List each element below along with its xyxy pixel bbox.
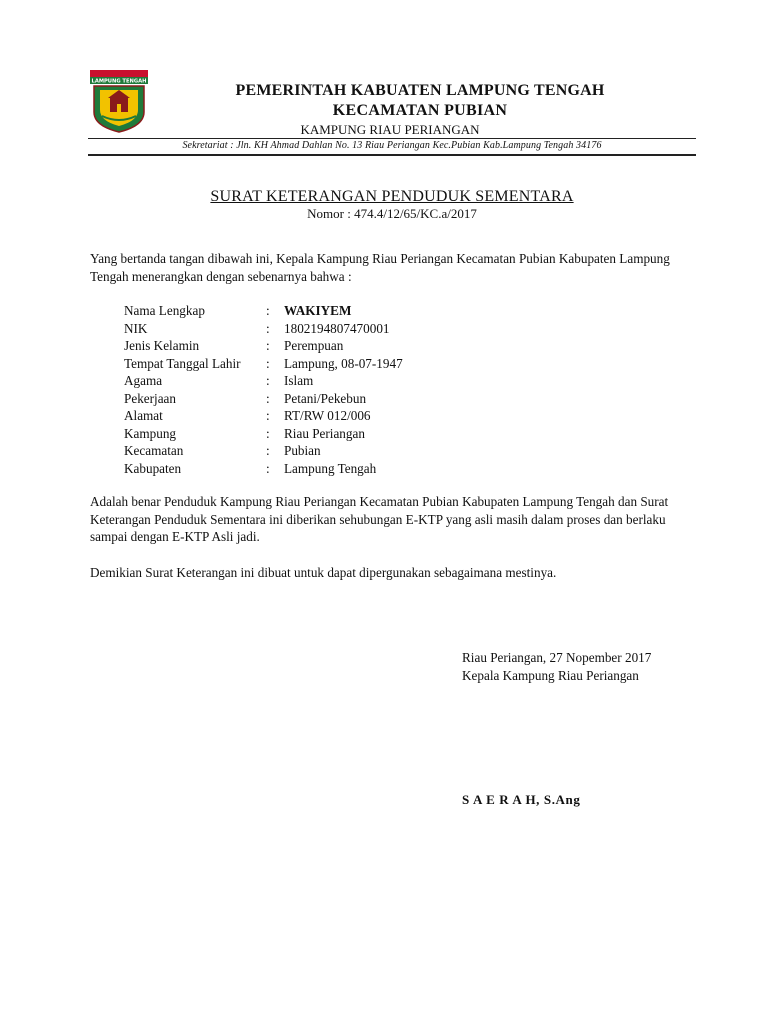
field-label: Alamat bbox=[124, 408, 163, 423]
field-value: WAKIYEM bbox=[284, 303, 352, 318]
letterhead-government: PEMERINTAH KABUATEN LAMPUNG TENGAH bbox=[235, 82, 605, 99]
signature-place-date: Riau Periangan, 27 Nopember 2017 bbox=[462, 650, 652, 665]
field-row bbox=[124, 390, 524, 408]
document-number: Nomor : 474.4/12/65/KC.a/2017 bbox=[307, 206, 477, 221]
field-row bbox=[124, 372, 524, 390]
field-value: Perempuan bbox=[284, 338, 344, 353]
letterhead-district: KECAMATAN PUBIAN bbox=[332, 102, 508, 119]
field-label: Agama bbox=[124, 373, 163, 388]
field-value: Pubian bbox=[284, 443, 321, 458]
field-label: Tempat Tanggal Lahir bbox=[124, 355, 241, 371]
field-colon: : bbox=[266, 338, 270, 353]
field-row bbox=[124, 407, 524, 425]
resident-details bbox=[124, 302, 524, 477]
field-colon: : bbox=[266, 390, 270, 406]
body-paragraph: Adalah benar Penduduk Kampung Riau Periangan Kecamatan Pubian Kabupaten Lampung Tengah dan Surat Keterangan Penduduk Sementara ini diberikan sehubungan E-KTP yang asli masih dalam proses dan berlaku sampai dengan E-KTP Asli jadi. bbox=[90, 494, 669, 544]
field-label: Kecamatan bbox=[124, 443, 184, 458]
closing-paragraph: Demikian Surat Keterangan ini dibuat untuk dapat dipergunakan sebagaimana mestinya. bbox=[90, 565, 557, 580]
field-value: Islam bbox=[284, 373, 314, 388]
field-label: Kabupaten bbox=[124, 460, 182, 476]
field-colon: : bbox=[266, 425, 270, 441]
field-value: Lampung Tengah bbox=[284, 460, 377, 476]
field-colon: : bbox=[266, 320, 270, 336]
field-value: 1802194807470001 bbox=[284, 320, 390, 336]
letterhead-village: KAMPUNG RIAU PERIANGAN bbox=[300, 122, 480, 137]
field-label: Nama Lengkap bbox=[124, 303, 205, 318]
field-row bbox=[124, 302, 524, 320]
field-label: NIK bbox=[124, 320, 148, 336]
field-colon: : bbox=[266, 408, 270, 423]
signature-position: Kepala Kampung Riau Periangan bbox=[462, 668, 639, 683]
field-value: Lampung, 08-07-1947 bbox=[284, 355, 403, 371]
field-row bbox=[124, 355, 524, 373]
letterhead-rule-bottom bbox=[88, 154, 696, 156]
field-colon: : bbox=[266, 443, 270, 458]
letterhead-rule-top bbox=[88, 138, 696, 139]
field-label: Jenis Kelamin bbox=[124, 338, 200, 353]
field-label: Pekerjaan bbox=[124, 390, 176, 406]
field-value: Riau Periangan bbox=[284, 425, 365, 441]
field-row bbox=[124, 425, 524, 443]
field-row bbox=[124, 442, 524, 460]
field-label: Kampung bbox=[124, 425, 177, 441]
field-colon: : bbox=[266, 303, 270, 318]
field-row bbox=[124, 460, 524, 478]
document-title: SURAT KETERANGAN PENDUDUK SEMENTARA bbox=[210, 188, 574, 205]
field-colon: : bbox=[266, 460, 270, 476]
field-row bbox=[124, 320, 524, 338]
field-value: RT/RW 012/006 bbox=[284, 408, 371, 423]
field-colon: : bbox=[266, 355, 270, 371]
field-colon: : bbox=[266, 373, 270, 388]
intro-paragraph: Yang bertanda tangan dibawah ini, Kepala Kampung Riau Periangan Kecamatan Pubian Kabupaten Lampung Tengah menerangkan dengan sebenarnya bahwa : bbox=[90, 251, 670, 284]
signatory-name: S A E R A H, S.Ang bbox=[462, 792, 581, 807]
regency-emblem-icon bbox=[88, 68, 150, 134]
field-row bbox=[124, 337, 524, 355]
field-value: Petani/Pekebun bbox=[284, 390, 367, 406]
emblem-caption: LAMPUNG TENGAH bbox=[91, 78, 147, 85]
letterhead-address: Sekretariat : Jln. KH Ahmad Dahlan No. 13 Riau Periangan Kec.Pubian Kab.Lampung Tengah 34176 bbox=[182, 140, 602, 151]
